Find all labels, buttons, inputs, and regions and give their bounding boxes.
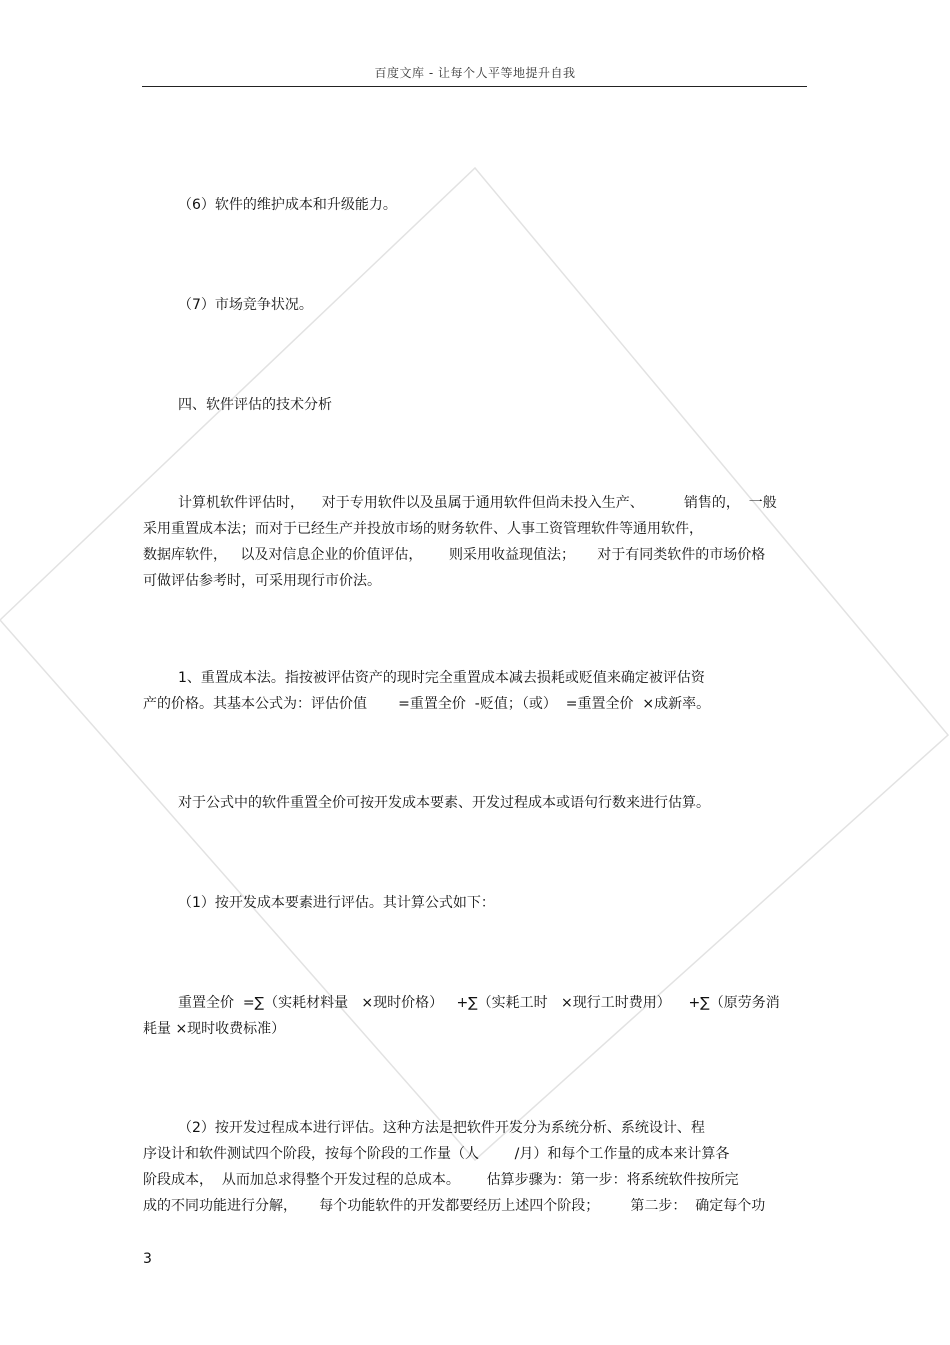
header-divider: [142, 86, 807, 87]
paragraph-line: 数据库软件， 以及对信息企业的价值评估， 则采用收益现值法； 对于有同类软件的市场价格: [143, 547, 766, 563]
formula-line: 耗量 ×现时收费标准）: [143, 1021, 286, 1037]
paragraph-line: 可做评估参考时，可采用现行市价法。: [143, 573, 381, 589]
paragraph-line: （2）按开发过程成本进行评估。这种方法是把软件开发分为系统分析、系统设计、程: [178, 1120, 705, 1136]
paragraph-line: 对于公式中的软件重置全价可按开发成本要素、开发过程成本或语句行数来进行估算。: [178, 795, 710, 811]
section-heading-technical-analysis: 四、软件评估的技术分析: [178, 397, 332, 413]
paragraph-line: 序设计和软件测试四个阶段，按每个阶段的工作量（人 /月）和每个工作量的成本来计算各: [143, 1146, 730, 1162]
item-6-maintenance-cost: （6）软件的维护成本和升级能力。: [178, 197, 397, 213]
paragraph-line: 产的价格。其基本公式为：评估价值 =重置全价 -贬值；（或） =重置全价 ×成新率。: [143, 696, 711, 712]
page-number: 3: [143, 1251, 152, 1267]
paragraph-line: 成的不同功能进行分解， 每个功能软件的开发都要经历上述四个阶段； 第二步： 确定每个功: [143, 1198, 766, 1214]
formula-line: 重置全价 =∑（实耗材料量 ×现时价格） +∑（实耗工时 ×现行工时费用） +∑（原劳务消: [178, 995, 780, 1011]
paragraph-line: 计算机软件评估时， 对于专用软件以及虽属于通用软件但尚未投入生产、 销售的， 一般: [178, 495, 777, 511]
paragraph-line: 1、重置成本法。指按被评估资产的现时完全重置成本减去损耗或贬值来确定被评估资: [178, 670, 705, 686]
page-header: 百度文库 - 让每个人平等地提升自我: [374, 66, 576, 80]
paragraph-line: 采用重置成本法；而对于已经生产并投放市场的财务软件、人事工资管理软件等通用软件，: [143, 521, 703, 537]
paragraph-line: 阶段成本， 从而加总求得整个开发过程的总成本。 估算步骤为：第一步：将系统软件按所完: [143, 1172, 739, 1188]
item-7-market-competition: （7）市场竞争状况。: [178, 297, 313, 313]
item-1-development-cost-elements: （1）按开发成本要素进行评估。其计算公式如下：: [178, 895, 495, 911]
